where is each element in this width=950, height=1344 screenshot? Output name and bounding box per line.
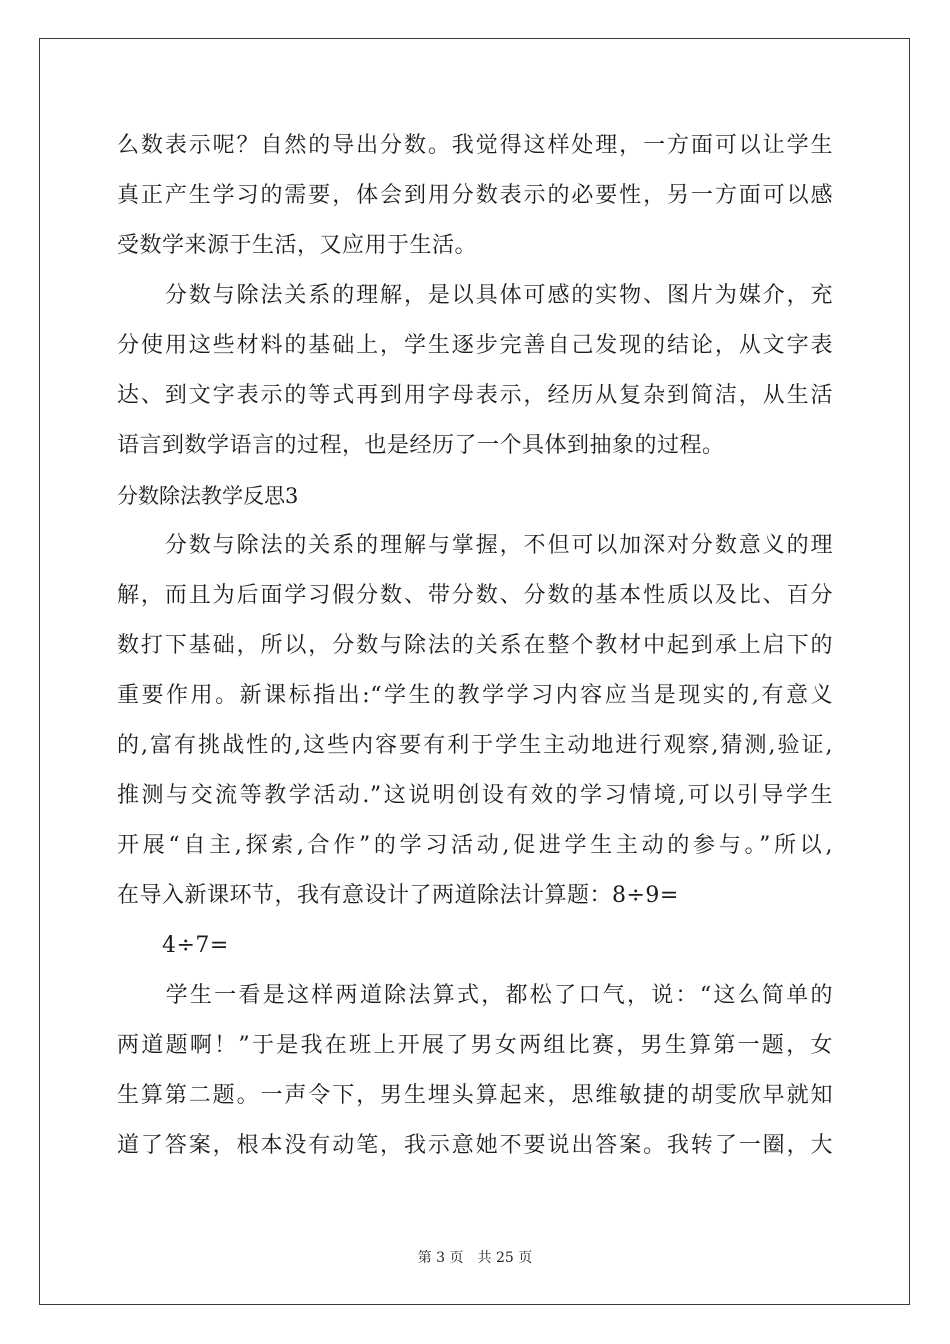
text-line: 数打下基础，所以，分数与除法的关系在整个教材中起到承上启下的 (117, 633, 833, 658)
text-line: 达、到文字表示的等式再到用字母表示，经历从复杂到简洁，从生活 (117, 383, 833, 408)
page-number: 第 3 页 共 25 页 (417, 1250, 533, 1266)
text-line: 语言到数学语言的过程，也是经历了一个具体到抽象的过程。 (117, 433, 725, 458)
text-line: 分数与除法关系的理解，是以具体可感的实物、图片为媒介，充 (117, 283, 833, 308)
text-line: 道了答案，根本没有动笔，我示意她不要说出答案。我转了一圈，大 (117, 1133, 833, 1158)
text-line: 生算第二题。一声令下，男生埋头算起来，思维敏捷的胡雯欣早就知 (117, 1083, 833, 1108)
text-line: 分使用这些材料的基础上，学生逐步完善自己发现的结论，从文字表 (117, 333, 833, 358)
text-line: 学生一看是这样两道除法算式，都松了口气，说：“这么简单的 (117, 983, 833, 1008)
text-line: 两道题啊！”于是我在班上开展了男女两组比赛，男生算第一题，女 (117, 1033, 833, 1058)
text-line: 4÷7= (117, 933, 229, 958)
text-line: 在导入新课环节，我有意设计了两道除法计算题：8÷9= (117, 883, 679, 908)
text-line: 受数学来源于生活，又应用于生活。 (117, 233, 478, 258)
text-line: 解，而且为后面学习假分数、带分数、分数的基本性质以及比、百分 (117, 583, 833, 608)
text-line: 的,富有挑战性的,这些内容要有利于学生主动地进行观察,猜测,验证, (117, 733, 833, 758)
section-heading: 分数除法教学反思3 (117, 484, 299, 508)
text-line: 开展“自主,探索,合作”的学习活动,促进学生主动的参与。”所以, (117, 833, 833, 858)
text-line: 么数表示呢？自然的导出分数。我觉得这样处理，一方面可以让学生 (117, 133, 833, 158)
text-line: 真正产生学习的需要，体会到用分数表示的必要性，另一方面可以感 (117, 183, 833, 208)
text-line: 重要作用。新课标指出:“学生的教学学习内容应当是现实的,有意义 (117, 683, 833, 708)
text-line: 分数与除法的关系的理解与掌握，不但可以加深对分数意义的理 (117, 533, 833, 558)
text-line: 推测与交流等教学活动.”这说明创设有效的学习情境,可以引导学生 (117, 783, 833, 808)
